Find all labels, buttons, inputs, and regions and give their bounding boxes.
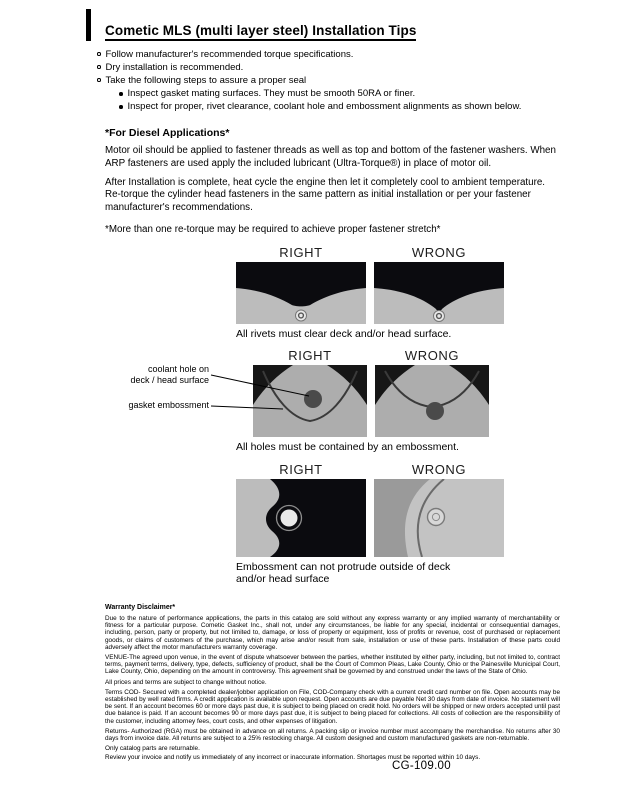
list-item [105, 75, 560, 87]
right-label: RIGHT [279, 461, 323, 477]
coolant-hole-callout [105, 364, 209, 385]
figure3-labels [236, 462, 560, 477]
fig2-caption: All holes must be contained by an embossment. [236, 441, 459, 454]
disclaimer-paragraph: All prices and terms are subject to change without notice. [105, 678, 267, 686]
figures-section [105, 245, 560, 586]
list-item [105, 49, 560, 61]
disclaimer-paragraph: Due to the nature of performance applications, the parts in this catalog are sold without any express warranty or any implied warranty of merchantability or fitness for a particular purpose. Cometic Gasket Inc., shall not, under any circumstances, be liable for any special, incidental or consequential damages, including, person, party or property, but not limited to, damage, or loss of property or equipment, loss of profits or revenue, cost of purchased or replacement goods, or claims of customers of the purchase, which may arise and/or result from sale, installation or use of these parts. Installation of these parts could adversely affect the motor manufacturers warranty coverage. [105, 614, 560, 651]
page-title: Cometic MLS (multi layer steel) Installation Tips [105, 23, 416, 41]
gasket-embossment-callout: gasket embossment [128, 400, 209, 411]
filled-bullet-icon [119, 105, 123, 109]
fig1-wrong-diagram [374, 262, 504, 324]
fig2-wrong-diagram [375, 365, 489, 437]
right-label: RIGHT [288, 348, 332, 364]
warranty-disclaimer-section [105, 604, 560, 762]
caption-line: and/or head surface [236, 573, 330, 586]
disclaimer-paragraph: Returns- Authorized (RGA) must be obtained in advance on all returns. A packing slip or invoice number must accompany the merchandise. No returns after 30 days from invoice date. All returns are subject to a 25% restocking charge. All custom designed and custom manufactured gaskets are non-returnable. [105, 727, 560, 743]
page-code: CG-109.00 [392, 760, 451, 772]
figure2-labels [253, 348, 560, 363]
bullet-text: Follow manufacturer's recommended torque specifications. [105, 49, 354, 60]
diesel-heading: *For Diesel Applications* [105, 127, 230, 139]
figure-rivet-clearance [105, 245, 560, 341]
fig2-right-diagram [253, 365, 367, 437]
tips-list [105, 49, 560, 113]
caption-line: Embossment can not protrude outside of deck [236, 560, 451, 573]
figure-hole-embossment [105, 348, 560, 454]
figure1-labels [236, 245, 560, 260]
wrong-label: WRONG [404, 348, 460, 364]
disclaimer-paragraph: VENUE-The agreed upon venue, in the event of dispute whatsoever between the parties, whether instituted by either party, including, but not limited to, contract terms, payment terms, delivery, type, defects, sufficiency of product, shall be the Court of Common Pleas, Lake County, Ohio or the Painesville Municipal Court, Lake County, Ohio, depending on the amount in controversy. This agreement shall be governed by and construed under the laws of the State of Ohio. [105, 654, 560, 676]
diesel-paragraph-1: Motor oil should be applied to fastener threads as well as top and bottom of the fastener washers. When ARP fasteners are used apply the included lubricant (Ultra-Torque®) in place of motor oil. [105, 145, 556, 169]
disclaimer-paragraph: Terms COD- Secured with a completed dealer/jobber application on File, COD-Company check with a current credit card number on file. Open accounts may be established by well rated firms. A credit application is available upon request. Open accounts are due payable Net 30 days from date of invoice. No statement will be sent. If an account becomes 60 or more days past due, it is subject to being placed on credit hold. No orders will be shipped or new orders accepted until past due balance is paid. If an account becomes 90 or more days past due, it is subject to being placed for collections. All costs of collection are the responsibility of the customer, including attorney fees, court costs, and other expenses of litigation. [105, 688, 560, 725]
figure-embossment-protrusion [105, 462, 560, 586]
wrong-label: WRONG [411, 244, 467, 260]
filled-bullet-icon [119, 92, 123, 96]
disclaimer-paragraph: Review your invoice and notify us immediately of any incorrect or inaccurate information. Shortages must be reported within 10 days. [105, 754, 481, 762]
list-item [105, 88, 560, 100]
registration-mark [86, 9, 91, 41]
open-bullet-icon [97, 52, 101, 56]
bullet-text: Inspect gasket mating surfaces. They must be smooth 50RA or finer. [127, 88, 416, 99]
title-row [105, 22, 560, 41]
fig3-caption [236, 561, 560, 586]
list-item [105, 62, 560, 74]
right-label: RIGHT [279, 244, 323, 260]
list-item [105, 101, 560, 113]
wrong-label: WRONG [411, 461, 467, 477]
open-bullet-icon [97, 78, 101, 82]
figure1-panels [236, 262, 560, 324]
bullet-text: Inspect for proper, rivet clearance, coolant hole and embossment alignments as shown below. [127, 101, 522, 112]
disclaimer-heading: Warranty Disclaimer* [105, 603, 176, 611]
fig1-right-diagram [236, 262, 366, 324]
figure2-panels [253, 365, 560, 437]
page-content [105, 22, 560, 772]
callout-text: coolant hole on [147, 364, 209, 375]
bullet-text: Take the following steps to assure a proper seal [105, 75, 307, 86]
diesel-paragraph-2: After Installation is complete, heat cycle the engine then let it completely cool to ambient temperature. Re-torque the cylinder head fasteners in the same pattern as initial installation or per your fastener manufacturer's recommendations. [105, 176, 546, 214]
fig3-wrong-diagram [374, 479, 504, 557]
retorque-note: *More than one re-torque may be required to achieve proper fastener stretch* [105, 223, 441, 235]
bullet-text: Dry installation is recommended. [105, 62, 244, 73]
figure3-panels [236, 479, 560, 557]
open-bullet-icon [97, 65, 101, 69]
fig1-caption: All rivets must clear deck and/or head surface. [236, 327, 452, 340]
fig3-right-diagram [236, 479, 366, 557]
disclaimer-paragraph: Only catalog parts are returnable. [105, 745, 200, 753]
callout-text: deck / head surface [130, 374, 209, 385]
